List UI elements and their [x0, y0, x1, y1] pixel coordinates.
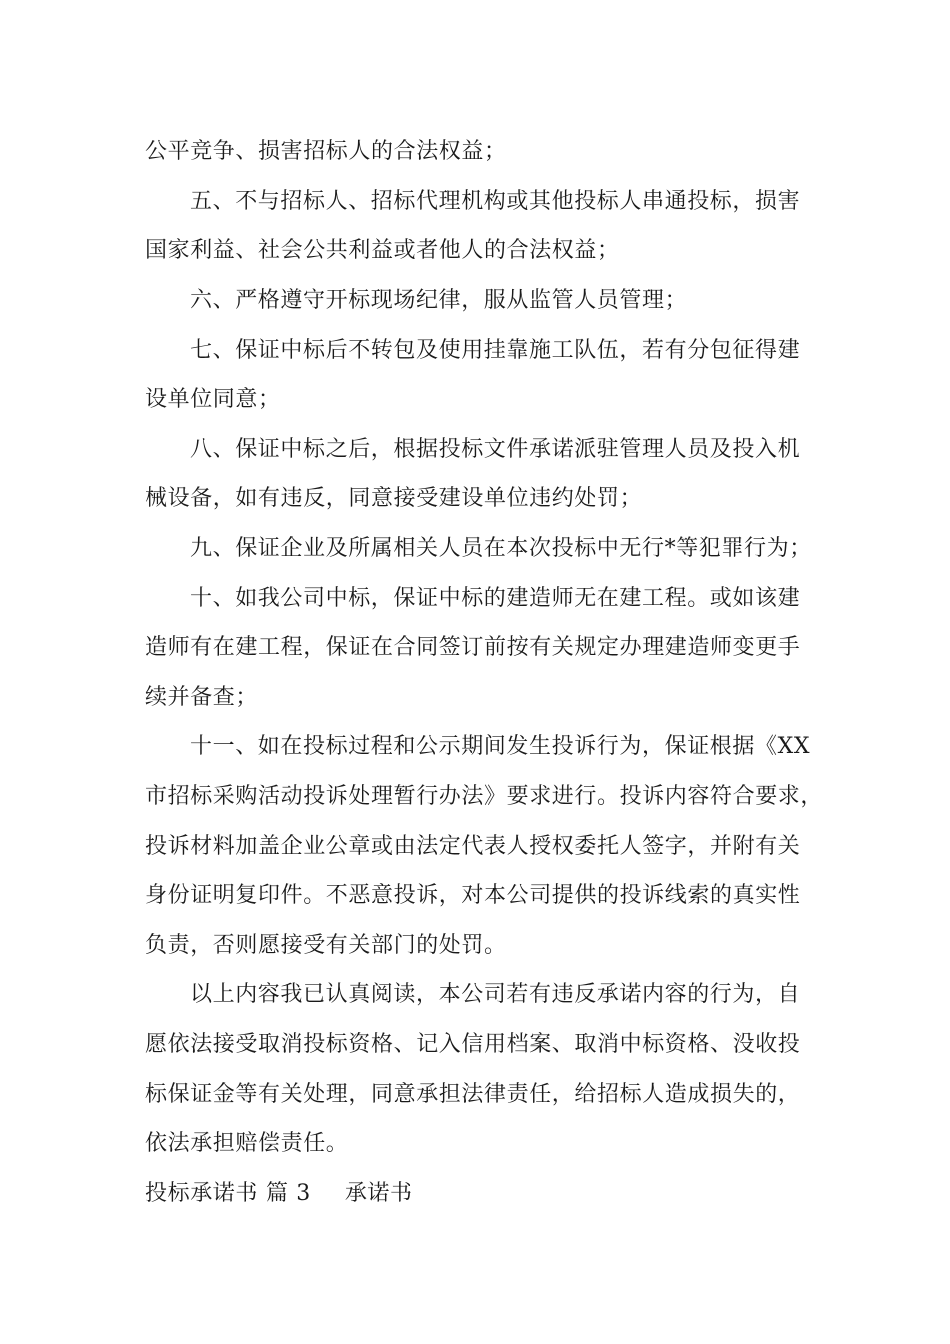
text-line: 国家利益、社会公共利益或者他人的合法权益；: [145, 238, 620, 263]
section-heading: [145, 1179, 413, 1209]
text-line: 续并备查；: [145, 685, 259, 710]
text-line: 十、如我公司中标，保证中标的建造师无在建工程。或如该建: [190, 586, 801, 611]
text-line: 八、保证中标之后，根据投标文件承诺派驻管理人员及投入机: [190, 437, 801, 462]
subheading: 承诺书: [344, 1181, 413, 1206]
text-line: 械设备，如有违反，同意接受建设单位违约处罚；: [145, 486, 643, 511]
text-line: 五、不与招标人、招标代理机构或其他投标人串通投标，损害: [190, 189, 801, 214]
text-line: 公平竞争、损害招标人的合法权益；: [145, 139, 507, 164]
text-line: 投诉材料加盖企业公章或由法定代表人授权委托人签字，并附有关: [145, 834, 801, 859]
text-line: 身份证明复印件。不恶意投诉，对本公司提供的投诉线索的真实性: [145, 883, 801, 908]
text-line: 六、严格遵守开标现场纪律，服从监管人员管理；: [190, 288, 688, 313]
section-number: 篇 3: [266, 1181, 311, 1206]
text-line: 负责，否则愿接受有关部门的处罚。: [145, 933, 507, 958]
text-line: 九、保证企业及所属相关人员在本次投标中无行*等犯罪行为；: [190, 536, 812, 561]
text-line: 以上内容我已认真阅读，本公司若有违反承诺内容的行为，自: [190, 982, 801, 1007]
text-line: 七、保证中标后不转包及使用挂靠施工队伍，若有分包征得建: [190, 338, 801, 363]
document-title: 投标承诺书: [145, 1181, 259, 1206]
text-line: 造师有在建工程，保证在合同签订前按有关规定办理建造师变更手: [145, 635, 801, 660]
text-line: 愿依法接受取消投标资格、记入信用档案、取消中标资格、没收投: [145, 1032, 801, 1057]
text-line: 依法承担赔偿责任。: [145, 1131, 349, 1156]
text-line: 标保证金等有关处理，同意承担法律责任，给招标人造成损失的，: [145, 1082, 801, 1107]
text-line: 设单位同意；: [145, 387, 281, 412]
text-line: 十一、如在投标过程和公示期间发生投诉行为，保证根据《XX: [190, 734, 811, 759]
text-line: 市招标采购活动投诉处理暂行办法》要求进行。投诉内容符合要求，: [145, 784, 824, 809]
